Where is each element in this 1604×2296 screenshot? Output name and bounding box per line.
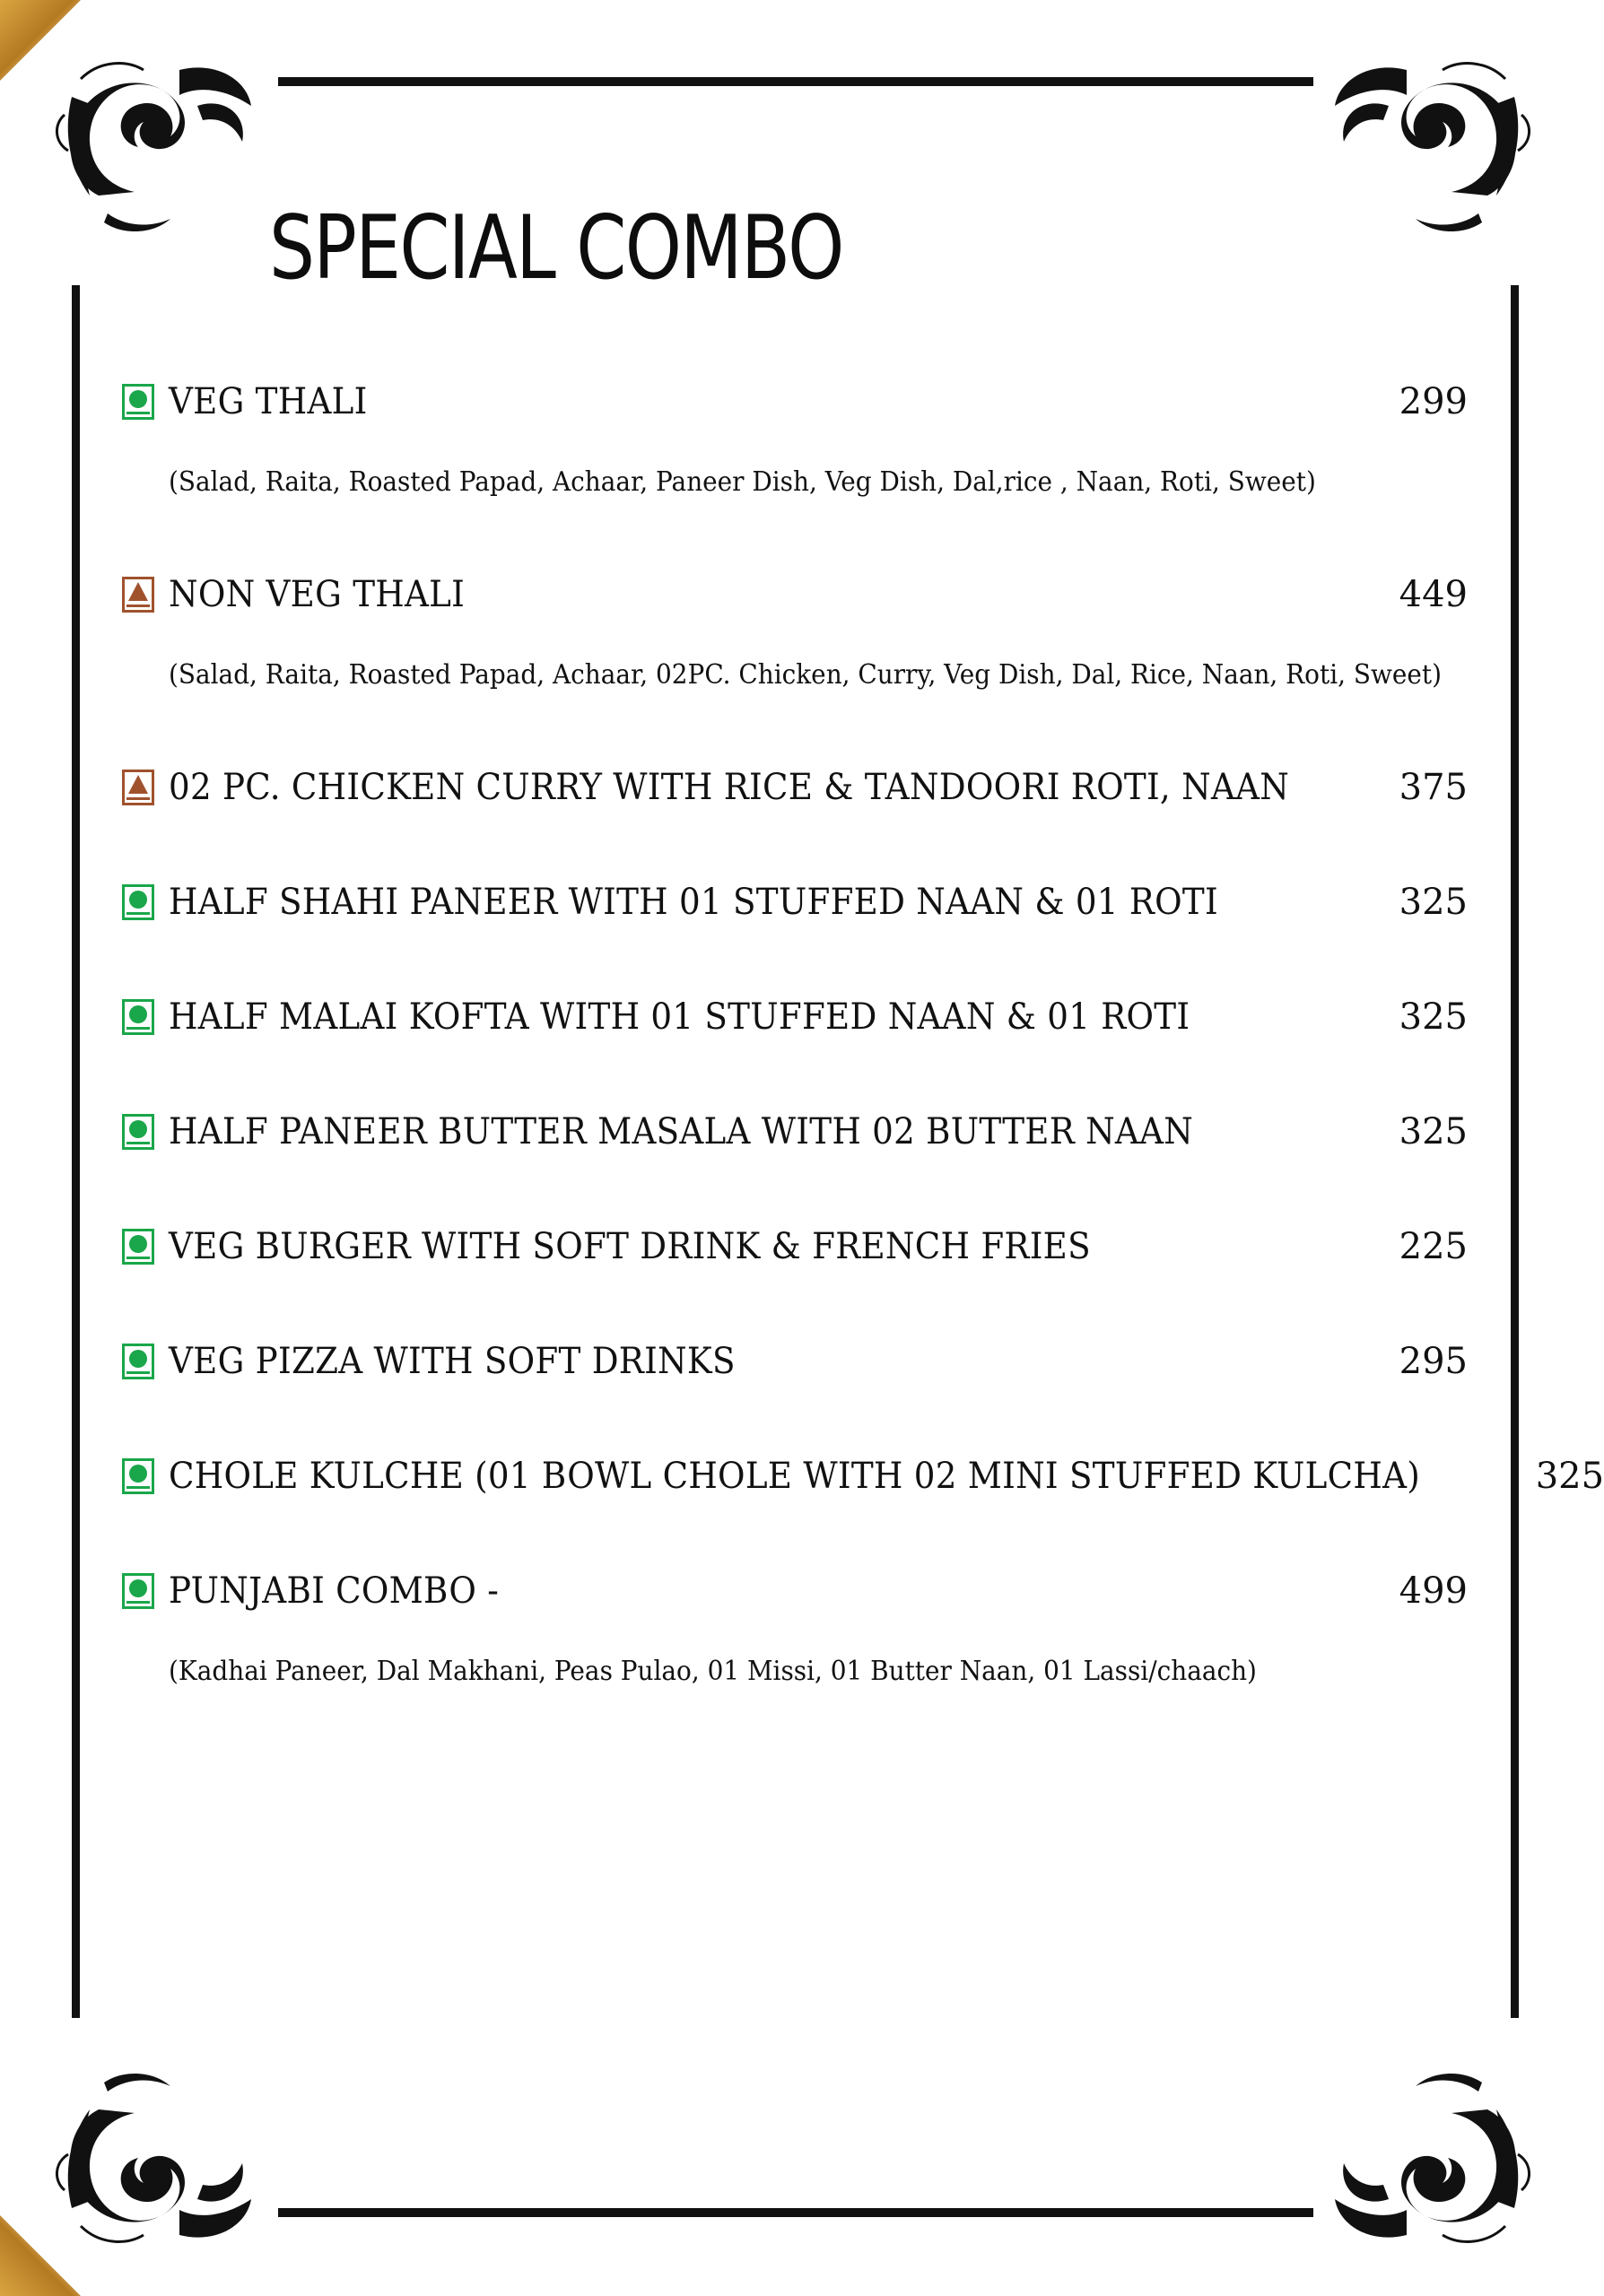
frame-left-line: [72, 285, 80, 2018]
menu-item-description: (Salad, Raita, Roasted Papad, Achaar, 02PC. Chicken, Curry, Veg Dish, Dal, Rice, Naan, Roti, Sweet): [169, 659, 1442, 691]
menu-item: [122, 1107, 1468, 1157]
veg-symbol-icon: [122, 884, 154, 920]
menu-item-row: [122, 877, 1468, 927]
menu-item-price: 449: [1399, 574, 1468, 615]
menu-item-price: 225: [1399, 1226, 1468, 1267]
veg-symbol-icon: [122, 999, 154, 1035]
scroll-ornament-icon: [1326, 2047, 1541, 2262]
veg-symbol-icon: [122, 1229, 154, 1265]
menu-item-row: [122, 1336, 1468, 1387]
menu-item-name: PUNJABI COMBO -: [169, 1570, 500, 1612]
menu-item-row: [122, 762, 1468, 813]
menu-item: [122, 1222, 1468, 1272]
menu-item-price: 375: [1399, 767, 1468, 808]
menu-item-row: [122, 1451, 1604, 1501]
non-veg-symbol-icon: [122, 577, 154, 613]
page-title: SPECIAL COMBO: [269, 197, 843, 300]
menu-item-row: [122, 992, 1468, 1042]
menu-item-price: 499: [1399, 1570, 1468, 1612]
veg-symbol-icon: [122, 1458, 154, 1494]
menu-item-price: 325: [1399, 882, 1468, 923]
menu-item-name: 02 PC. CHICKEN CURRY WITH RICE & TANDOORI ROTI, NAAN: [169, 767, 1290, 808]
veg-symbol-icon: [122, 1573, 154, 1609]
menu-item-name: CHOLE KULCHE (01 BOWL CHOLE WITH 02 MINI STUFFED KULCHA): [169, 1456, 1421, 1497]
menu-item-row: [122, 1107, 1468, 1157]
menu-item: [122, 877, 1468, 927]
frame-bottom-line: [278, 2208, 1313, 2217]
veg-symbol-icon: [122, 1114, 154, 1150]
menu-list: [122, 377, 1604, 1687]
menu-item-price: 325: [1535, 1456, 1604, 1497]
menu-item: [122, 377, 1468, 498]
menu-item-row: [122, 377, 1468, 427]
menu-item-name: NON VEG THALI: [169, 574, 466, 615]
non-veg-symbol-icon: [122, 770, 154, 805]
veg-symbol-icon: [122, 384, 154, 420]
menu-item-description: (Salad, Raita, Roasted Papad, Achaar, Paneer Dish, Veg Dish, Dal,rice , Naan, Roti, Sweet): [169, 466, 1316, 498]
menu-item-price: 295: [1399, 1341, 1468, 1382]
menu-item-row: [122, 1566, 1468, 1616]
menu-item: [122, 762, 1468, 813]
scroll-ornament-icon: [1326, 43, 1541, 258]
menu-item-row: [122, 1222, 1468, 1272]
menu-item-name: HALF SHAHI PANEER WITH 01 STUFFED NAAN & 01 ROTI: [169, 882, 1218, 923]
menu-item-name: HALF PANEER BUTTER MASALA WITH 02 BUTTER NAAN: [169, 1111, 1194, 1152]
menu-item-price: 325: [1399, 996, 1468, 1038]
menu-item: [122, 570, 1468, 691]
menu-item-price: 325: [1399, 1111, 1468, 1152]
menu-item-name: VEG THALI: [169, 381, 368, 422]
veg-symbol-icon: [122, 1344, 154, 1379]
menu-item: [122, 1336, 1468, 1387]
scroll-ornament-icon: [45, 2047, 260, 2262]
menu-item-row: [122, 570, 1468, 620]
menu-item-name: VEG BURGER WITH SOFT DRINK & FRENCH FRIES: [169, 1226, 1091, 1267]
menu-item-description: (Kadhai Paneer, Dal Makhani, Peas Pulao, 01 Missi, 01 Butter Naan, 01 Lassi/chaach): [169, 1656, 1257, 1687]
menu-item: [122, 1451, 1604, 1501]
menu-item-price: 299: [1399, 381, 1468, 422]
menu-item-name: HALF MALAI KOFTA WITH 01 STUFFED NAAN & 01 ROTI: [169, 996, 1190, 1038]
menu-item: [122, 992, 1468, 1042]
menu-item: [122, 1566, 1468, 1687]
frame-top-line: [278, 77, 1313, 86]
menu-item-name: VEG PIZZA WITH SOFT DRINKS: [169, 1341, 736, 1382]
scroll-ornament-icon: [45, 43, 260, 258]
frame-right-line: [1511, 285, 1519, 2018]
